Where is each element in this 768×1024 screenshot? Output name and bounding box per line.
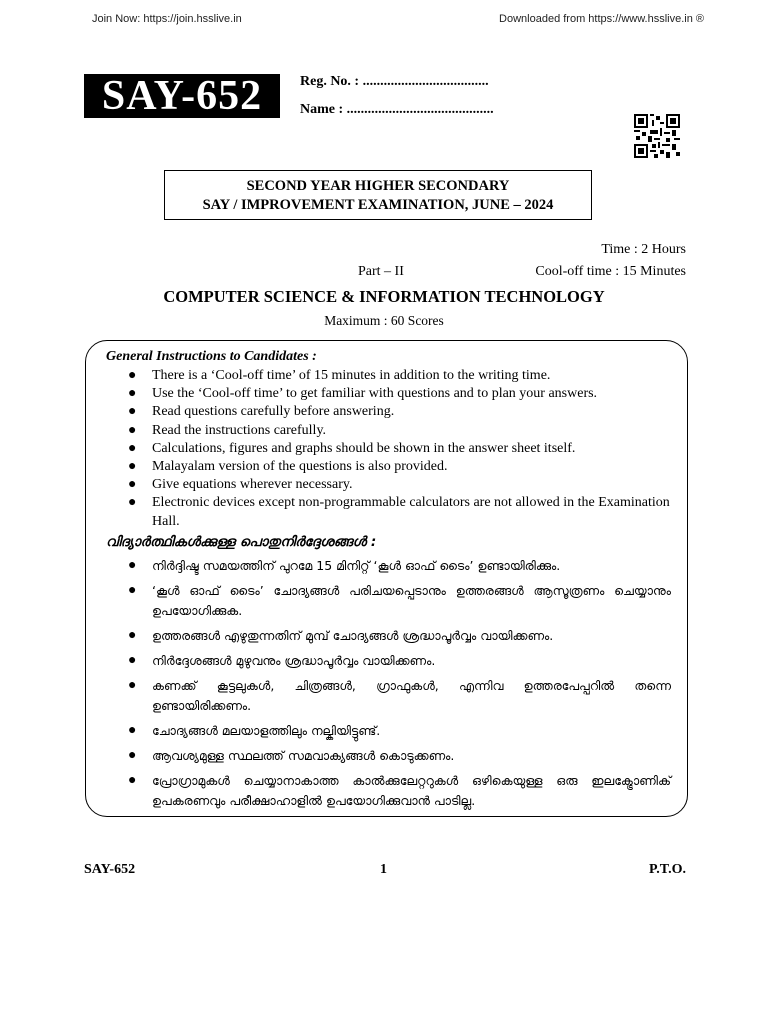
time-allowed: Time : 2 Hours (601, 242, 686, 257)
bullet-icon: ● (128, 558, 137, 573)
malayalam-instruction-item: ● നിർദ്ദിഷ്ട സമയത്തിന് പുറമേ 15 മിനിറ്റ് ‘കൂൾ ഓഫ് ടൈം’ ഉണ്ടായിരിക്കും. (128, 556, 671, 576)
bullet-icon: ● (128, 583, 137, 598)
instruction-item: ● There is a ‘Cool-off time’ of 15 minutes in addition to the writing time. (128, 367, 673, 385)
bullet-icon: ● (128, 440, 137, 456)
part-label: Part – II (358, 264, 404, 279)
instruction-item: ● Malayalam version of the questions is also provided. (128, 458, 673, 476)
reg-no-field: Reg. No. : .................................... (300, 74, 489, 89)
exam-title-box (164, 170, 592, 220)
malayalam-instructions-heading: വിദ്യാർത്ഥികൾക്കുള്ള പൊതുനിർദ്ദേശങ്ങൾ : (106, 534, 377, 550)
exam-title-line1: SECOND YEAR HIGHER SECONDARY (246, 178, 510, 194)
qr-code-icon (634, 114, 680, 158)
instruction-item: ● Give equations wherever necessary. (128, 476, 673, 494)
instruction-item: ● Electronic devices except non-programmable calculators are not allowed in the Examination Hall. (128, 495, 670, 529)
bullet-icon: ● (128, 404, 137, 420)
instruction-item: ● Use the ‘Cool-off time’ to get familiar with questions and to plan your answers. (128, 385, 673, 403)
footer-paper-code: SAY-652 (84, 862, 136, 877)
malayalam-instruction-item: ● കണക്ക് കൂട്ടലുകൾ, ചിത്രങ്ങൾ, ഗ്രാഫുകൾ, എന്നിവ ഉത്തരപേപ്പറിൽ തന്നെ ഉണ്ടായിരിക്കണം. (128, 678, 671, 713)
header-download-link[interactable]: Downloaded from https://www.hsslive.in ® (499, 13, 704, 25)
bullet-icon: ● (128, 495, 137, 511)
name-field: Name : .......................................... (300, 102, 494, 117)
header-join-link[interactable]: Join Now: https://join.hsslive.in (92, 13, 242, 25)
malayalam-instruction-item: ● നിർദ്ദേശങ്ങൾ മുഴുവനും ശ്രദ്ധാപൂർവ്വം വായിക്കണം. (128, 651, 671, 671)
instructions-list (128, 367, 673, 531)
bullet-icon: ● (128, 368, 137, 383)
malayalam-instruction-item: ● ചോദ്യങ്ങൾ മലയാളത്തിലും നല്കിയിട്ടുണ്ട്. (128, 721, 671, 741)
malayalam-instruction-item: ● ഉത്തരങ്ങൾ എഴുതുന്നതിന് മുമ്പ് ചോദ്യങ്ങൾ ശ്രദ്ധാപൂർവ്വം വായിക്കണം. (128, 626, 671, 646)
malayalam-instructions-list (128, 556, 671, 816)
bullet-icon: ● (128, 678, 137, 693)
cool-off-time: Cool-off time : 15 Minutes (535, 264, 686, 279)
bullet-icon: ● (128, 748, 137, 763)
page-number: 1 (380, 862, 387, 877)
instructions-heading: General Instructions to Candidates : (106, 349, 317, 364)
bullet-icon: ● (128, 723, 137, 738)
instruction-item: ● Calculations, figures and graphs should be shown in the answer sheet itself. (128, 440, 673, 458)
malayalam-instruction-item: ● പ്രോഗ്രാമുകൾ ചെയ്യാനാകാത്ത കാൽക്കുലേറ്ററുകൾ ഒഴികെയുള്ള ഒരു ഇലക്ട്രോണിക് ഉപകരണവും പരീക്ഷാഹാളിൽ ഉപയോഗിക്കുവാൻ പാടില്ല. (128, 773, 671, 808)
bullet-icon: ● (128, 459, 137, 475)
bullet-icon: ● (128, 773, 137, 788)
paper-code-badge: SAY-652 (84, 74, 280, 118)
malayalam-instruction-item: ● ആവശ്യമുള്ള സ്ഥലത്ത് സമവാക്യങ്ങൾ കൊടുക്കണം. (128, 746, 671, 766)
malayalam-instruction-item: ● ‘കൂൾ ഓഫ് ടൈം’ ചോദ്യങ്ങൾ പരിചയപ്പെടാനും ഉത്തരങ്ങൾ ആസൂത്രണം ചെയ്യാനും ഉപയോഗിക്കുക. (128, 583, 671, 618)
bullet-icon: ● (128, 653, 137, 668)
bullet-icon: ● (128, 422, 137, 438)
exam-title-line2: SAY / IMPROVEMENT EXAMINATION, JUNE – 2024 (202, 197, 554, 213)
bullet-icon: ● (128, 386, 137, 402)
max-score: Maximum : 60 Scores (324, 313, 444, 328)
subject-title: COMPUTER SCIENCE & INFORMATION TECHNOLOGY (163, 287, 605, 306)
bullet-icon: ● (128, 477, 137, 493)
instruction-item: ● Read questions carefully before answering. (128, 403, 673, 421)
pto-label: P.T.O. (649, 862, 686, 877)
bullet-icon: ● (128, 628, 137, 643)
instruction-item: ● Read the instructions carefully. (128, 422, 673, 440)
